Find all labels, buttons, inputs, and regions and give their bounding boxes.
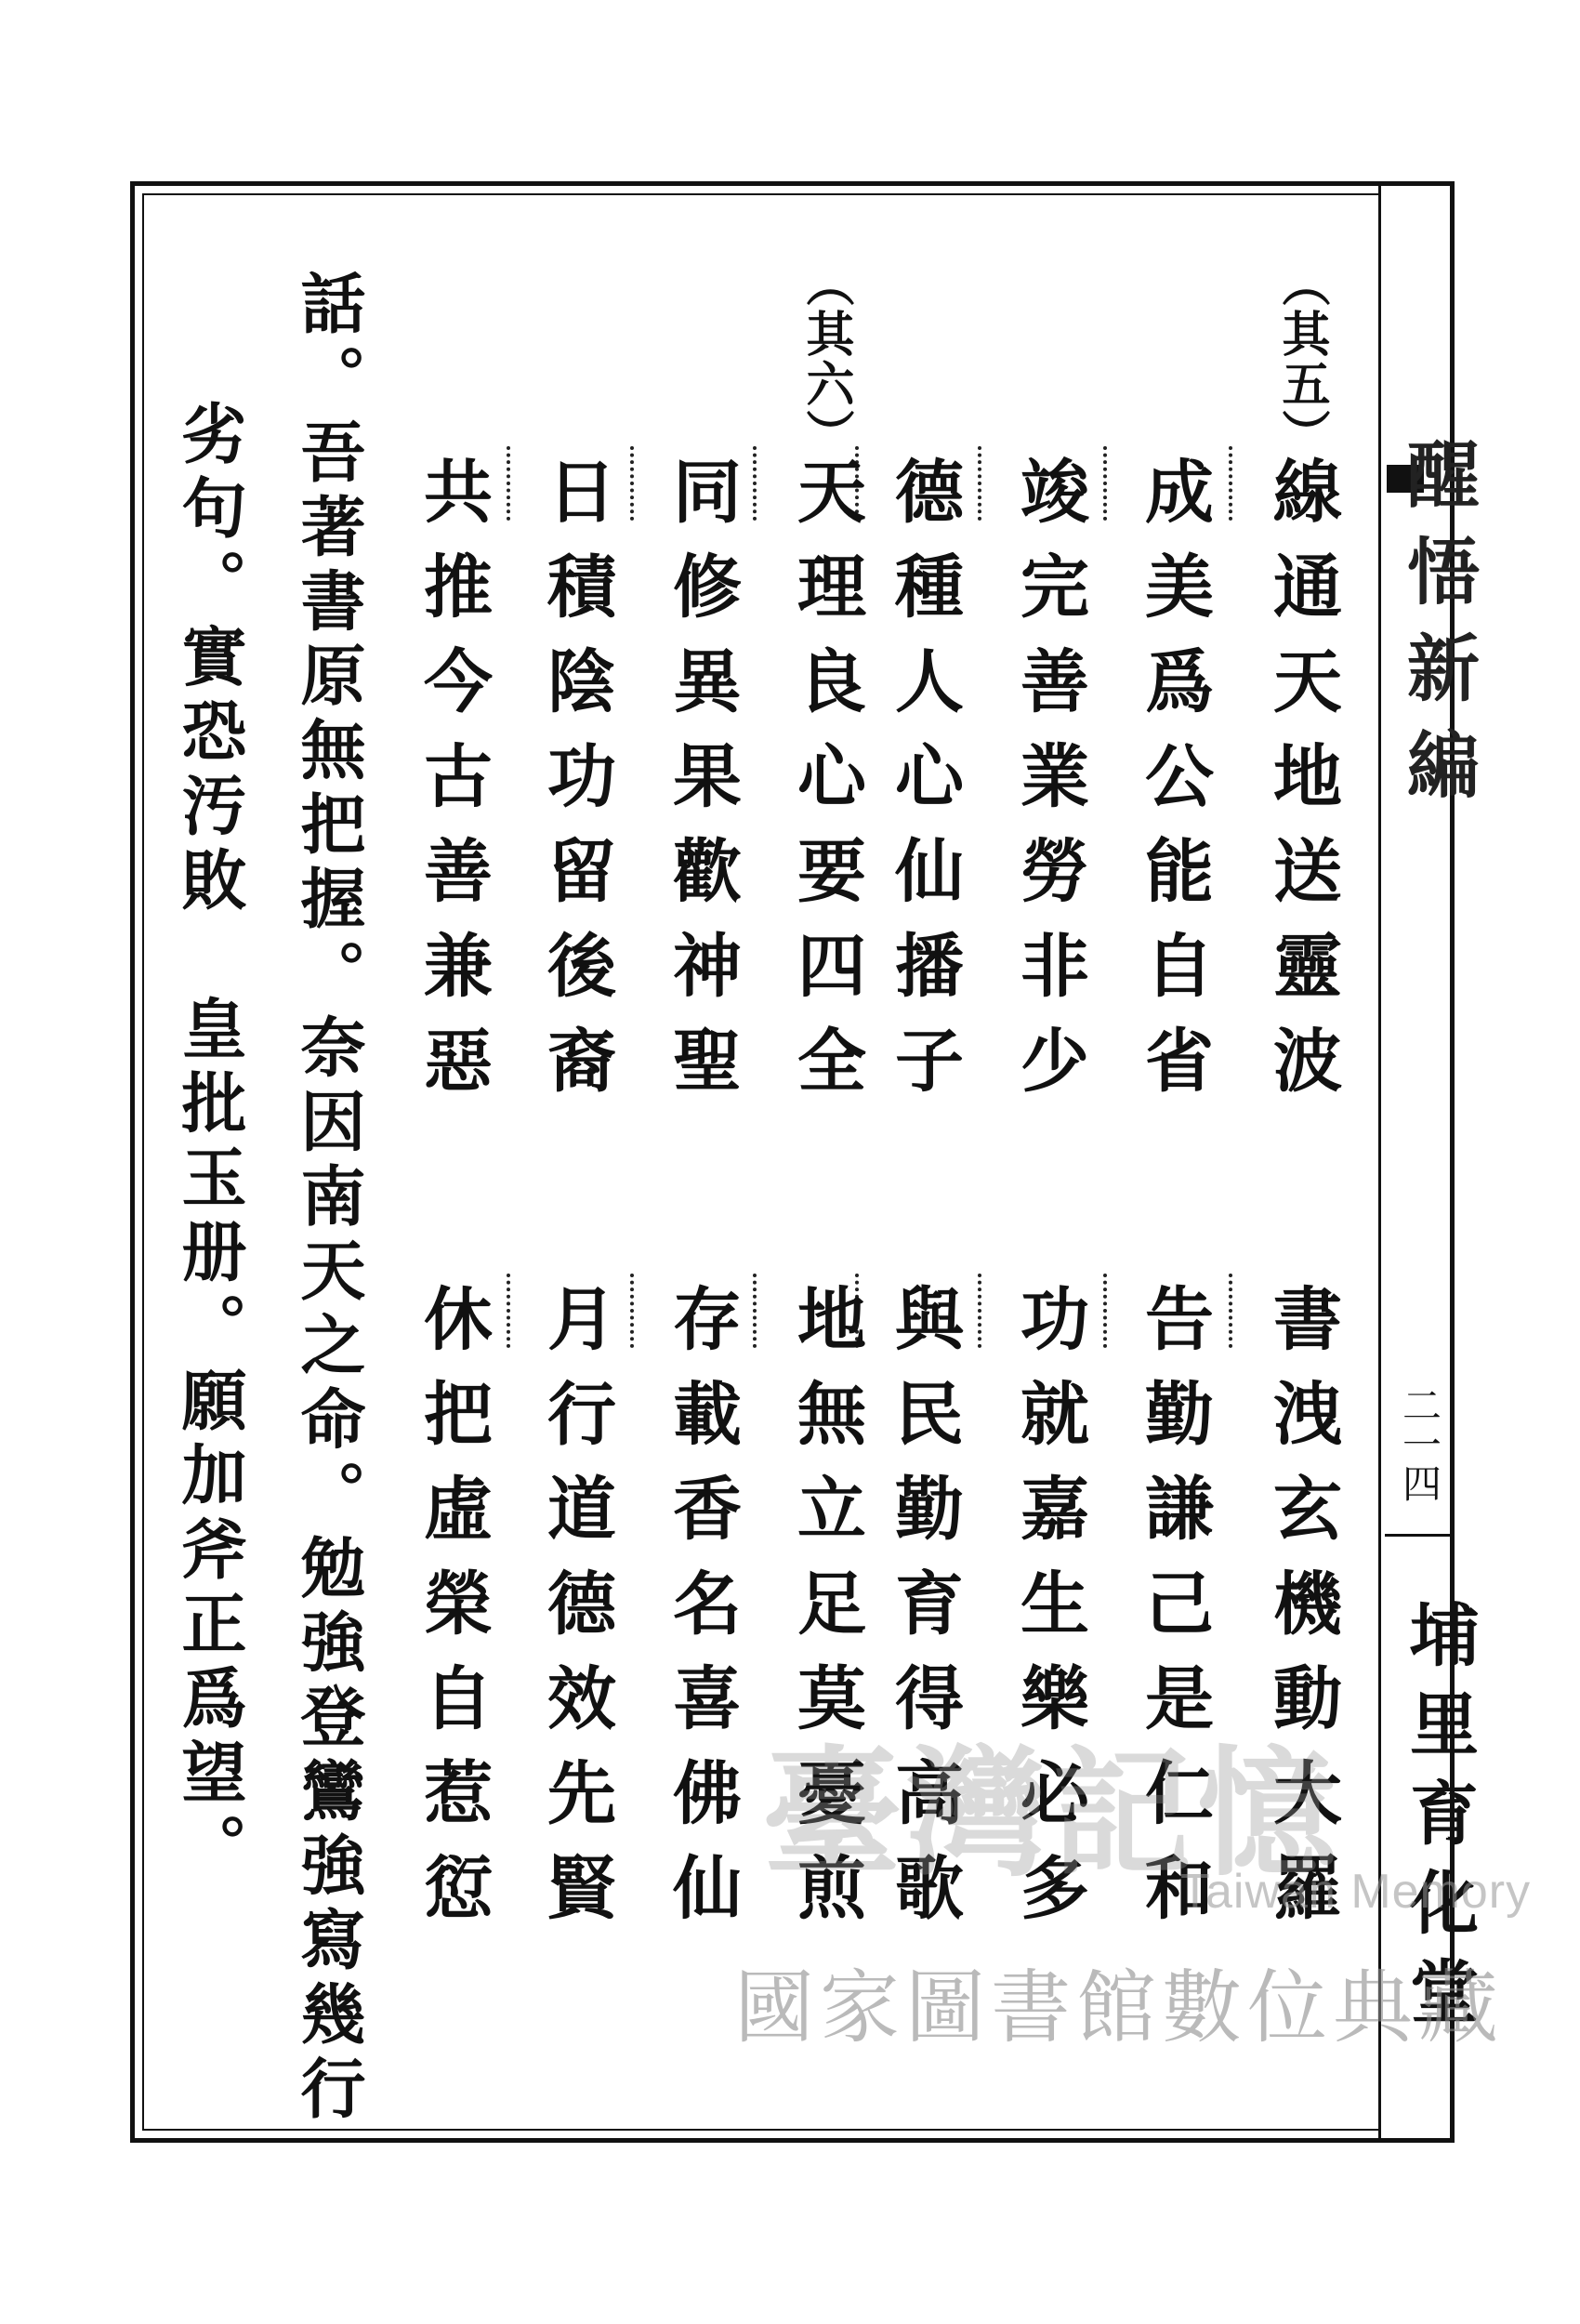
margin-rule [1385, 1534, 1450, 1537]
watermark-english: Taiwan Memory [1180, 1865, 1532, 1919]
poem-6-line-8: 休把虛榮自惹愆 [413, 1283, 493, 1947]
column-dots [1103, 1274, 1107, 1348]
poem-6-line-2: 地無立足莫憂煎 [786, 1283, 866, 1947]
poem-5-line-5: 竣完善業勞非少 [1009, 456, 1089, 1119]
column-dots [1229, 446, 1232, 521]
poem-5-label: （其五） [1273, 258, 1330, 459]
poem-5-line-7: 德種人心仙播子 [884, 456, 964, 1119]
column-dots [630, 446, 634, 521]
column-dots [753, 446, 757, 521]
poem-5-line-2: 書洩玄機動大羅 [1262, 1283, 1342, 1947]
page-number: 二一四 [1397, 1385, 1442, 1502]
poem-6-line-1: 天理良心要四全 [786, 456, 866, 1119]
column-dots [978, 1274, 981, 1348]
poem-6-line-4: 存載香名喜佛仙 [662, 1283, 742, 1947]
poem-5-line-1: 線通天地送靈波 [1262, 456, 1342, 1119]
margin-divider [1378, 186, 1381, 2138]
prose-line-2: 劣句。實恐汚敗 皇批玉册。願加斧正爲望。 [171, 400, 248, 1887]
poem-6-line-5: 日積陰功留後裔 [536, 456, 616, 1119]
margin-book-title: 醒悟新編 [1395, 437, 1480, 824]
poem-5-line-8: 與民勤育得高歌 [884, 1283, 964, 1947]
watermark-logo: 臺灣記憶 [762, 1732, 1343, 1895]
poem-5-line-6: 功就嘉生樂必多 [1009, 1283, 1089, 1947]
column-dots [507, 1274, 510, 1348]
column-dots [753, 1274, 757, 1348]
column-dots [1229, 1274, 1232, 1348]
prose-line-1: 話。吾著書原無把握。奈因南天之命。勉強登鸞強寫幾行 [290, 270, 367, 2129]
watermark-chinese: 國家圖書館數位典藏 [734, 1961, 1504, 2054]
poem-5-line-4: 告勤謙己是仁和 [1134, 1283, 1214, 1947]
poem-6-line-7: 共推今古善兼惡 [413, 456, 493, 1119]
poem-5-line-3: 成美爲公能自省 [1134, 456, 1214, 1119]
margin-publisher: 埔里育化堂 [1399, 1599, 1479, 2045]
column-dots [507, 446, 510, 521]
poem-6-line-6: 月行道德效先賢 [536, 1283, 616, 1947]
column-dots [630, 1274, 634, 1348]
poem-6-label: （其六） [797, 258, 854, 459]
column-dots [1103, 446, 1107, 521]
column-dots [978, 446, 981, 521]
poem-6-line-3: 同修異果歡神聖 [662, 456, 742, 1119]
